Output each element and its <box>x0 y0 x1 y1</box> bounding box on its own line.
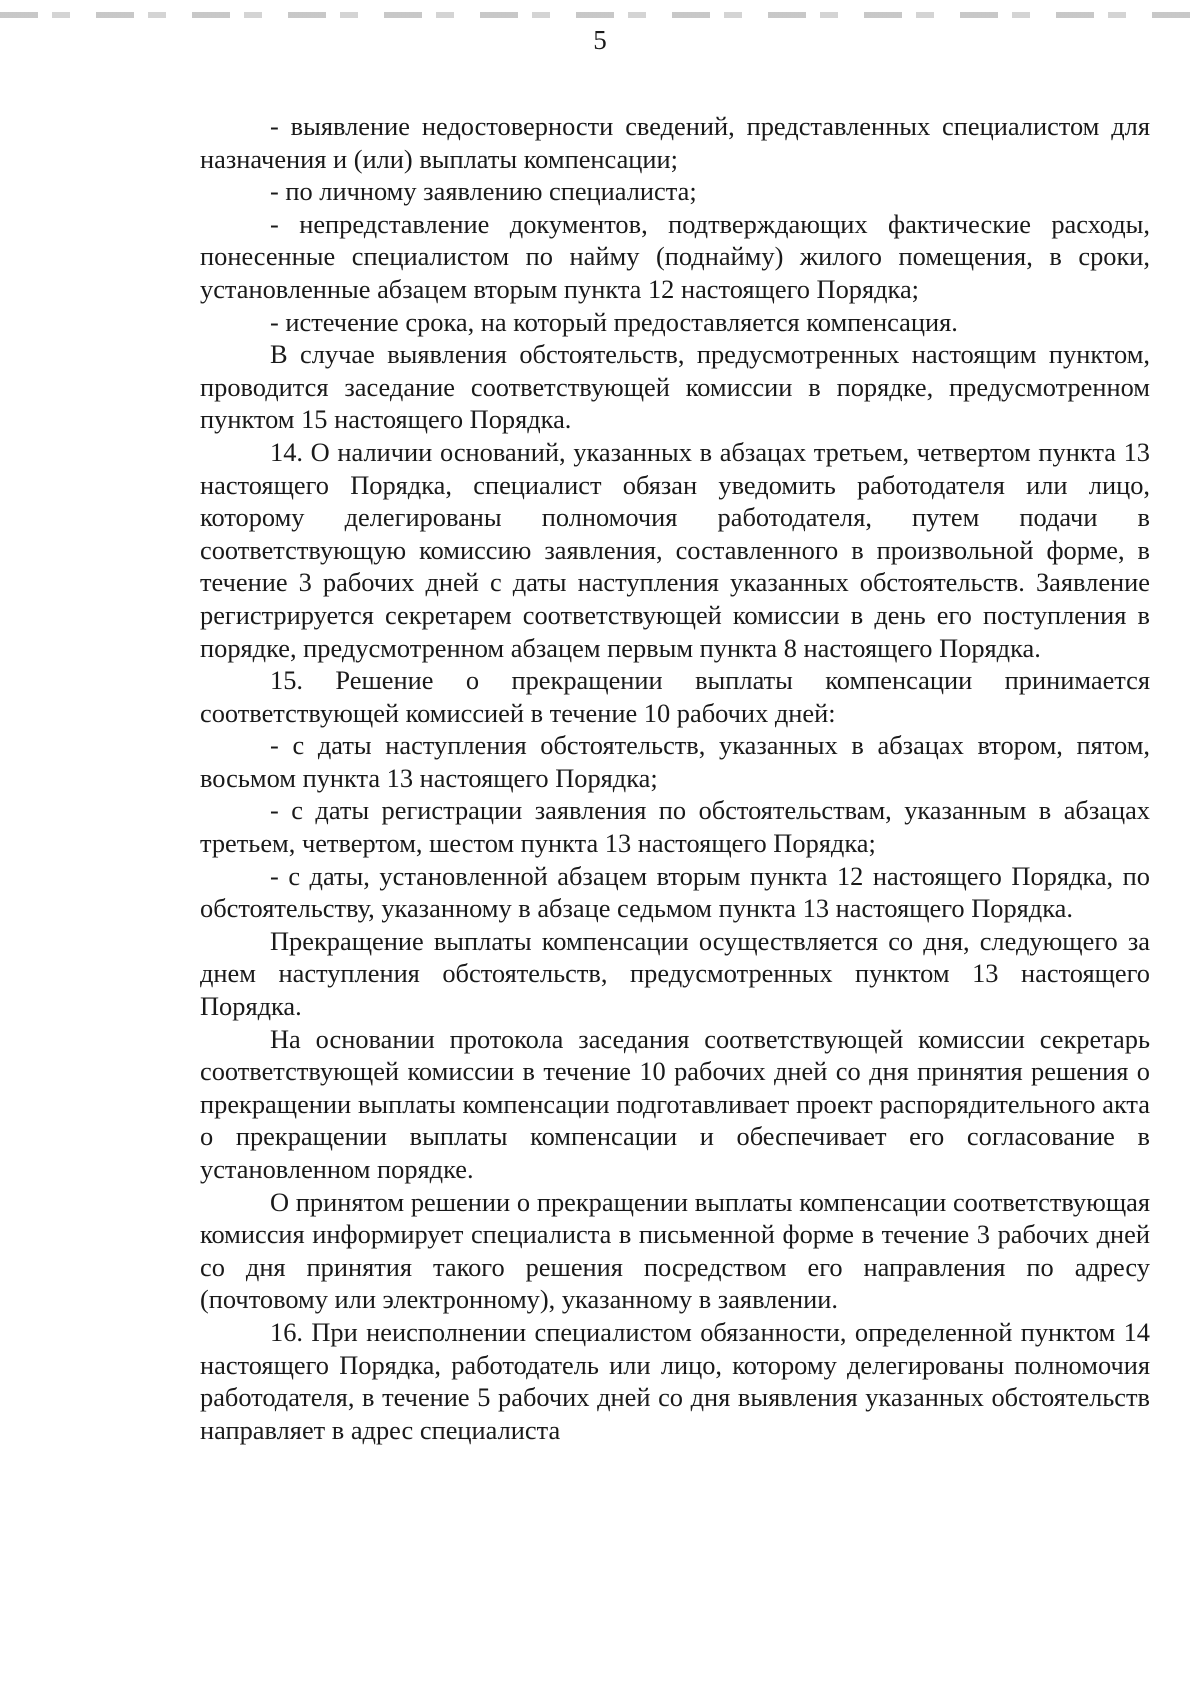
paragraph: Прекращение выплаты компенсации осуществляется со дня, следующего за днем наступления обстоятельств, предусмотренных пунктом 13 настоящего Порядка. <box>200 925 1150 1022</box>
paragraph: - непредставление документов, подтверждающих фактические расходы, понесенные специалистом по найму (поднайму) жилого помещения, в сроки, установленные абзацем вторым пункта 12 настоящего Порядка; <box>200 208 1150 304</box>
paragraph: На основании протокола заседания соответствующей комиссии секретарь соответствующей комиссии в течение 10 рабочих дней со дня принятия решения о прекращении выплаты компенсации подготавливает проект распорядительного акта о прекращении выплаты компенсации и обеспечивает его согласование в установленном порядке. <box>200 1023 1150 1184</box>
paragraph: 14. О наличии оснований, указанных в абзацах третьем, четвертом пункта 13 настоящего Порядка, специалист обязан уведомить работодателя или лицо, которому делегированы полномочия работодателя, путем подачи в соответствующую комиссию заявления, составленного в произвольной форме, в течение 3 рабочих дней с даты наступления указанных обстоятельств. Заявление регистрируется секретарем соответствующей комиссии в день его поступления в порядке, предусмотренном абзацем первым пункта 8 настоящего Порядка. <box>200 436 1150 663</box>
paragraph: - с даты наступления обстоятельств, указанных в абзацах втором, пятом, восьмом пункта 13 настоящего Порядка; <box>200 730 1150 793</box>
scan-edge-artifact <box>0 12 1200 18</box>
paragraph: О принятом решении о прекращении выплаты компенсации соответствующая комиссия информирует специалиста в письменной форме в течение 3 рабочих дней со дня принятия такого решения посредством его направления по адресу (почтовому или электронному), указанному в заявлении. <box>200 1186 1150 1315</box>
paragraph: 15. Решение о прекращении выплаты компенсации принимается соответствующей комиссией в течение 10 рабочих дней: <box>200 665 1150 728</box>
paragraph: В случае выявления обстоятельств, предусмотренных настоящим пунктом, проводится заседание соответствующей комиссии в порядке, предусмотренном пунктом 15 настоящего Порядка. <box>200 339 1150 435</box>
paragraph: - истечение срока, на который предоставляется компенсация. <box>270 306 958 337</box>
page-number: 5 <box>593 25 607 55</box>
paragraph: - по личному заявлению специалиста; <box>270 176 697 207</box>
paragraph: 16. При неисполнении специалистом обязанности, определенной пунктом 14 настоящего Порядка, работодатель или лицо, которому делегированы полномочия работодателя, в течение 5 рабочих дней со дня выявления указанных обстоятельств направляет в адрес специалиста <box>200 1316 1150 1445</box>
paragraph: - выявление недостоверности сведений, представленных специалистом для назначения и (или) выплаты компенсации; <box>200 111 1150 174</box>
paragraph: - с даты регистрации заявления по обстоятельствам, указанным в абзацах третьем, четвертом, шестом пункта 13 настоящего Порядка; <box>200 795 1150 859</box>
document-body <box>200 110 1150 1446</box>
paragraph: - с даты, установленной абзацем вторым пункта 12 настоящего Порядка, по обстоятельству, указанному в абзаце седьмом пункта 13 настоящего Порядка. <box>200 860 1150 924</box>
